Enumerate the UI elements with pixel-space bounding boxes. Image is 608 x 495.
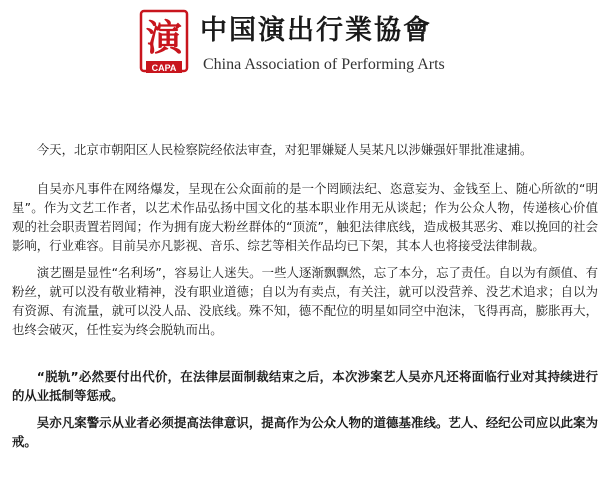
- paragraph-4: “脱轨”必然要付出代价，在法律层面制裁结束之后，本次涉案艺人吴亦凡还将面临行业对其持续进行的从业抵制等惩戒。: [12, 369, 598, 403]
- paragraph-3: 演艺圈是显性“名利场”，容易让人迷失。一些人逐渐飘飘然，忘了本分，忘了责任。自以为有颜值、有粉丝，就可以没有敬业精神，没有职业道德；自以为有卖点，有关注，就可以没营养、没艺术追求；自以为有资源、有流量，就可以没人品、没底线。殊不知，德不配位的明星如同空中泡沫，飞得再高，膨胀再大，也终会破灭，任性妄为终会脱轨而出。: [12, 265, 598, 337]
- paragraph-5: 吴亦凡案警示从业者必须提高法律意识，提高作为公众人物的道德基准线。艺人、经纪公司应以此案为戒。: [12, 415, 598, 449]
- org-name-en: China Association of Performing Arts: [203, 56, 445, 73]
- logo-caption: CAPA: [151, 63, 177, 73]
- logo-char: 演: [145, 17, 183, 59]
- org-name-zh: 中国演出行業協會: [200, 15, 432, 46]
- paragraph-1: 今天，北京市朝阳区人民检察院经依法审查，对犯罪嫌疑人吴某凡以涉嫌强奸罪批准逮捕。: [36, 142, 533, 157]
- paragraph-2: 自吴亦凡事件在网络爆发，呈现在公众面前的是一个罔顾法纪、恣意妄为、金钱至上、随心所欲的“明星”。作为文艺工作者，以艺术作品弘扬中国文化的基本职业作用无从谈起；作为公众人物，传递核心价值观的社会职责置若罔闻；作为拥有庞大粉丝群体的“顶流”，触犯法律底线，造成极其恶劣、难以挽回的社会影响，行业难容。目前吴亦凡影视、音乐、综艺等相关作品均已下架，其本人也将接受法律制裁。: [12, 181, 598, 253]
- header: [0, 0, 608, 90]
- capa-logo-icon: [138, 8, 190, 78]
- statement-body: [12, 140, 598, 451]
